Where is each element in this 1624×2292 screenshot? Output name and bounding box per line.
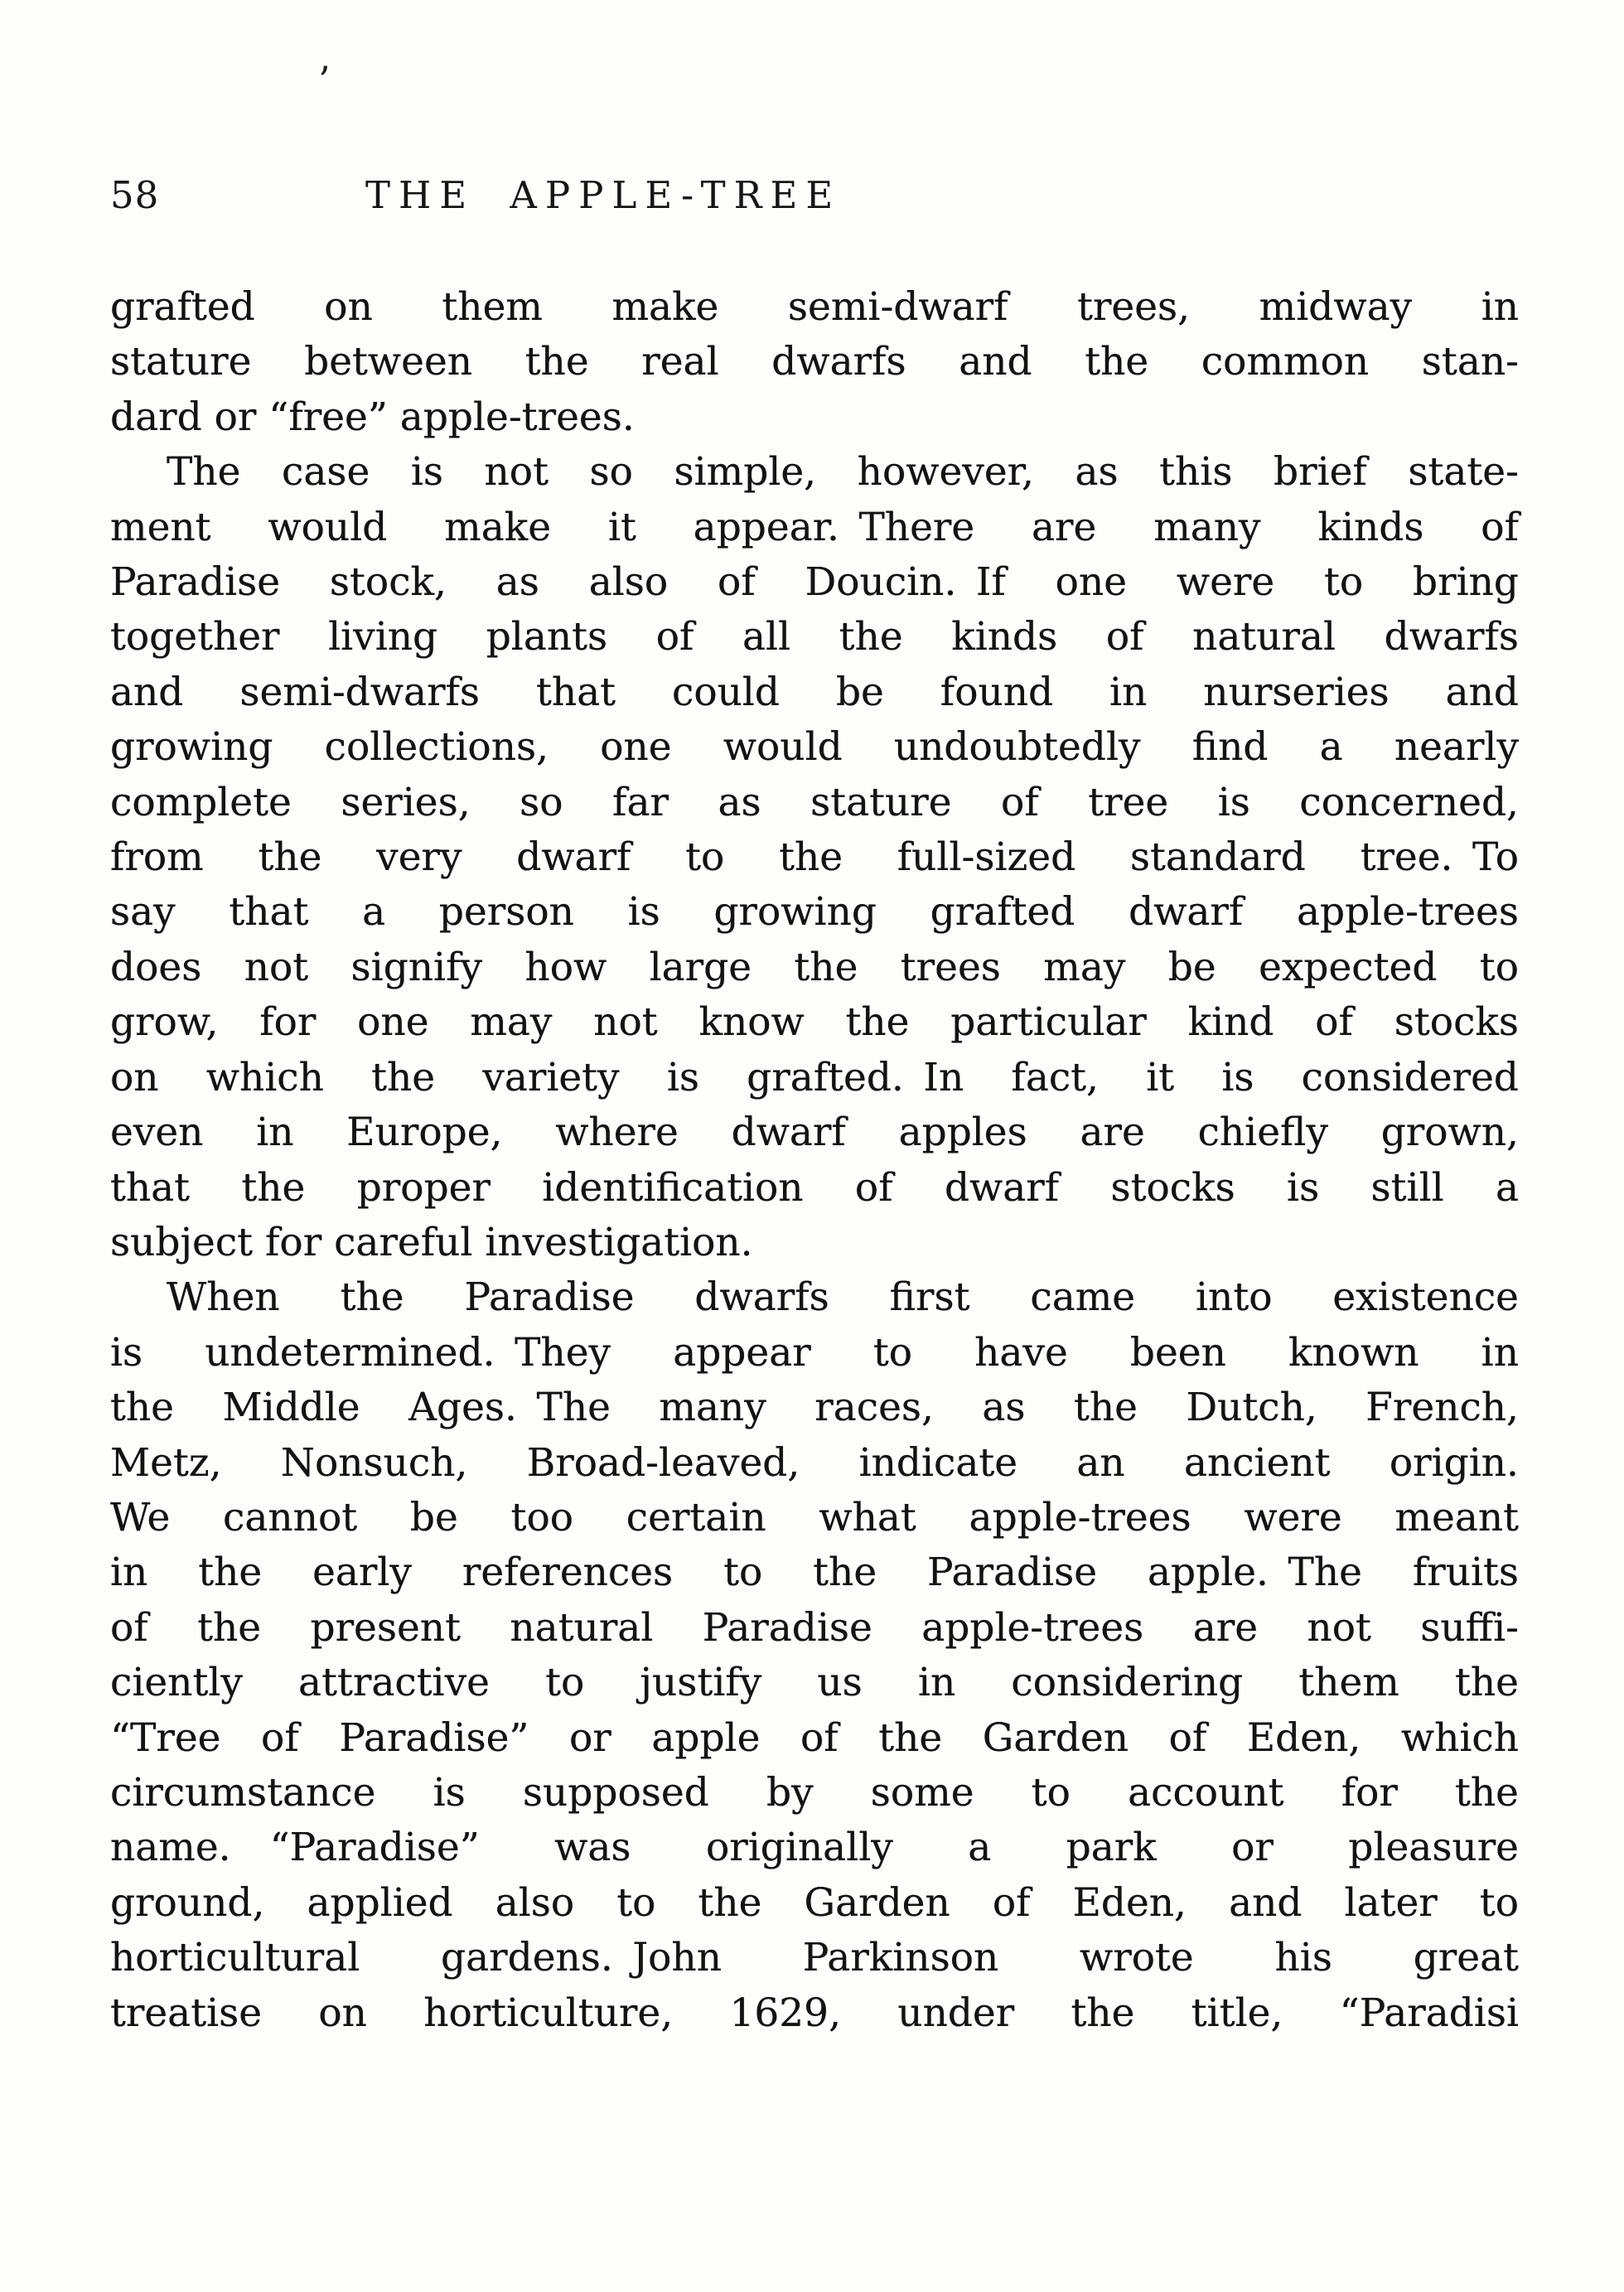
page-header [110,171,1516,224]
text-line: ciently attractive to justify us in considering them the [110,1660,1519,1706]
text-line: “Tree of Paradise” or apple of the Garden of Eden, which [110,1714,1519,1761]
text-line: and semi-dwarfs that could be found in nurseries and [110,669,1519,715]
paragraph [110,1270,1519,2041]
text-line: When the Paradise dwarfs first came into existence [167,1274,1519,1321]
text-line: The case is not so simple, however, as this brief state- [167,449,1519,496]
text-line: name. “Paradise” was originally a park or pleasure [110,1825,1519,1871]
text-line: in the early references to the Paradise apple. The fruits [110,1550,1519,1596]
page-number: 58 [110,173,160,217]
text-line: circumstance is supposed by some to account for the [110,1769,1519,1816]
running-title: THE APPLE-TREE [365,173,842,217]
text-line: even in Europe, where dwarf apples are chiefly grown, [110,1110,1519,1156]
text-line: treatise on horticulture, 1629, under the title, “Paradisi [110,1990,1519,2036]
text-line: growing collections, one would undoubtedly find a nearly [110,724,1519,771]
text-line: that the proper identification of dwarf stocks is still a [110,1164,1519,1211]
text-line: from the very dwarf to the full-sized standard tree. To [110,834,1519,881]
text-line: Paradise stock, as also of Doucin. If one were to bring [110,559,1519,606]
text-line: ment would make it appear. There are many kinds of [110,504,1519,550]
text-line: ground, applied also to the Garden of Eden, and later to [110,1879,1519,1926]
paragraph [110,445,1519,1270]
text-line: Metz, Nonsuch, Broad-leaved, indicate an ancient origin. [110,1439,1519,1486]
text-line: of the present natural Paradise apple-trees are not suffi- [110,1604,1519,1651]
text-line: dard or “free” apple-trees. [110,394,635,440]
text-line: does not signify how large the trees may be expected to [110,944,1519,990]
text-line: grafted on them make semi-dwarf trees, midway in [110,284,1519,330]
body-text [110,280,1519,2041]
text-line: We cannot be too certain what apple-trees were meant [110,1494,1519,1540]
text-line: stature between the real dwarfs and the common stan- [110,339,1519,385]
text-line: horticultural gardens. John Parkinson wrote his great [110,1935,1519,1981]
text-line: grow, for one may not know the particular kind of stocks [110,999,1519,1046]
scan-artifact: ’ [318,58,331,103]
text-line: complete series, so far as stature of tree is concerned, [110,779,1519,825]
text-line: together living plants of all the kinds of natural dwarfs [110,614,1519,660]
text-line: is undetermined. They appear to have been known in [110,1329,1519,1376]
text-line: on which the variety is grafted. In fact, it is considered [110,1054,1519,1100]
paragraph [110,280,1519,445]
text-line: the Middle Ages. The many races, as the Dutch, French, [110,1385,1519,1431]
text-line: say that a person is growing grafted dwarf apple-trees [110,889,1519,936]
text-line: subject for careful investigation. [110,1219,753,1265]
